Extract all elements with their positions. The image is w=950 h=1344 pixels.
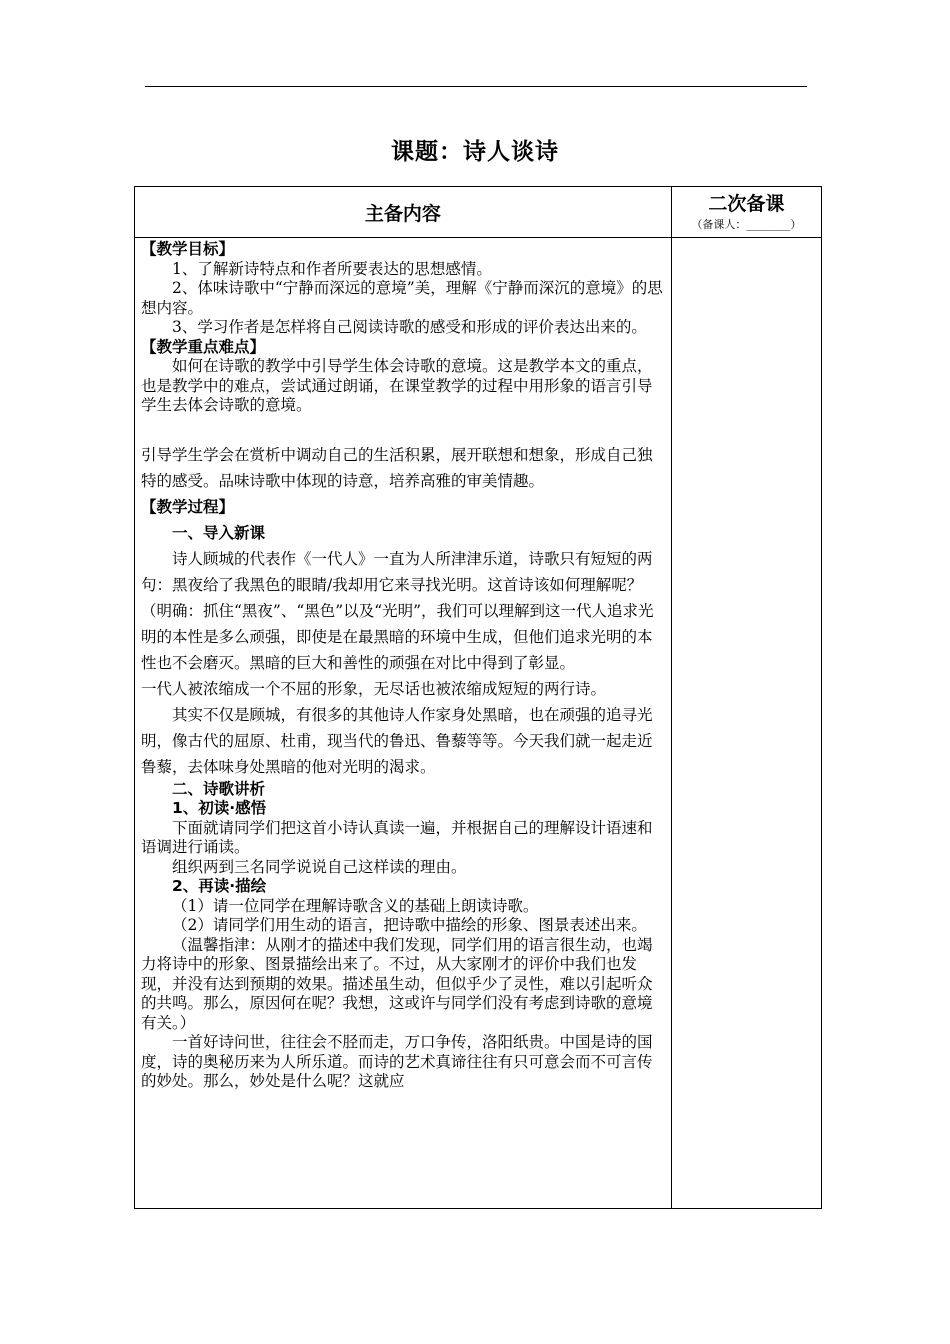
second-prep-cell [671, 238, 821, 1209]
section-heading-goals: 【教学目标】 [141, 240, 235, 258]
lesson-content [135, 238, 671, 1208]
second-prep-header [671, 187, 821, 238]
goal-item: 2、体味诗歌中“宁静而深远的意境”美，理解《宁静而深沉的意境》的思想内容。 [141, 279, 663, 317]
paragraph-gap [141, 416, 663, 442]
goal-item: 3、学习作者是怎样将自己阅读诗歌的感受和形成的评价表达出来的。 [172, 318, 647, 336]
key-points-text: 如何在诗歌的教学中引导学生体会诗歌的意境。这是教学本文的重点，也是教学中的难点，尝试通过朗诵，在课堂教学的过程中用形象的语言引导学生去体会诗歌的意境。 [141, 357, 653, 414]
subheading-intro: 一、导入新课 [172, 523, 266, 542]
step-heading: 2、再读·描绘 [172, 877, 267, 895]
step-paragraph: 组织两到三名同学说说自己这样读的理由。 [172, 857, 467, 876]
preparer-field: （备课人：________） [691, 218, 802, 231]
step-heading: 1、初读·感悟 [172, 799, 267, 817]
step-paragraph: （1）请一位同学在理解诗歌含义的基础上朗读诗歌。 [172, 896, 539, 915]
section-heading-process: 【教学过程】 [141, 497, 235, 516]
header-rule [145, 86, 807, 87]
section-heading-key-points: 【教学重点难点】 [141, 337, 266, 356]
subheading-analysis: 二、诗歌讲析 [172, 779, 266, 798]
goal-item: 1、了解新诗特点和作者所要表达的思想感情。 [172, 259, 492, 278]
intro-paragraph: 诗人顾城的代表作《一代人》一直为人所津津乐道，诗歌只有短短的两句：黑夜给了我黑色的眼睛/我却用它来寻找光明。这首诗该如何理解呢？（明确：抓住“黑夜”、“黑色”以及“光明”，我们可以理解到这一代人追求光明的本性是多么顽强，即使是在最黑暗的环境中生成，但他们追求光明的本性也不会磨灭。黑暗的巨大和善性的顽强在对比中得到了彰显。 [141, 549, 654, 672]
page-title: 课题：诗人谈诗 [391, 139, 559, 165]
key-points-text: 引导学生学会在赏析中调动自己的生活积累，展开联想和想象，形成自己独特的感受。品味诗歌中体现的诗意，培养高雅的审美情趣。 [141, 445, 653, 490]
step-paragraph: 一首好诗问世，往往会不胫而走，万口争传，洛阳纸贵。中国是诗的国度，诗的奥秘历来为人所乐道。而诗的艺术真谛往往有只可意会而不可言传的妙处。那么，妙处是什么呢？这就应 [141, 1033, 653, 1090]
intro-paragraph: 其实不仅是顾城，有很多的其他诗人作家身处黑暗，也在顽强的追寻光明，像古代的屈原、杜甫，现当代的鲁迅、鲁藜等等。今天我们就一起走近鲁藜，去体味身处黑暗的他对光明的渴求。 [141, 705, 653, 776]
step-paragraph: （2）请同学们用生动的语言，把诗歌中描绘的形象、图景表述出来。 [172, 916, 647, 934]
step-paragraph: 下面就请同学们把这首小诗认真读一遍，并根据自己的理解设计语速和语调进行诵读。 [141, 818, 653, 856]
lesson-plan-table [134, 186, 822, 1209]
main-content-header: 主备内容 [135, 187, 672, 238]
intro-paragraph: 一代人被浓缩成一个不屈的形象，无尽话也被浓缩成短短的两行诗。 [141, 679, 607, 698]
step-paragraph: （温馨指津：从刚才的描述中我们发现，同学们用的语言很生动，也竭力将诗中的形象、图景描绘出来了。不过，从大家刚才的评价中我们也发现，并没有达到预期的效果。描述虽生动，但似乎少了灵性，难以引起听众的共鸣。那么，原因何在呢？我想，这或许与同学们没有考虑到诗歌的意境有关。） [141, 935, 653, 1032]
main-content-cell [135, 238, 672, 1209]
second-prep-title: 二次备课 [708, 193, 785, 215]
